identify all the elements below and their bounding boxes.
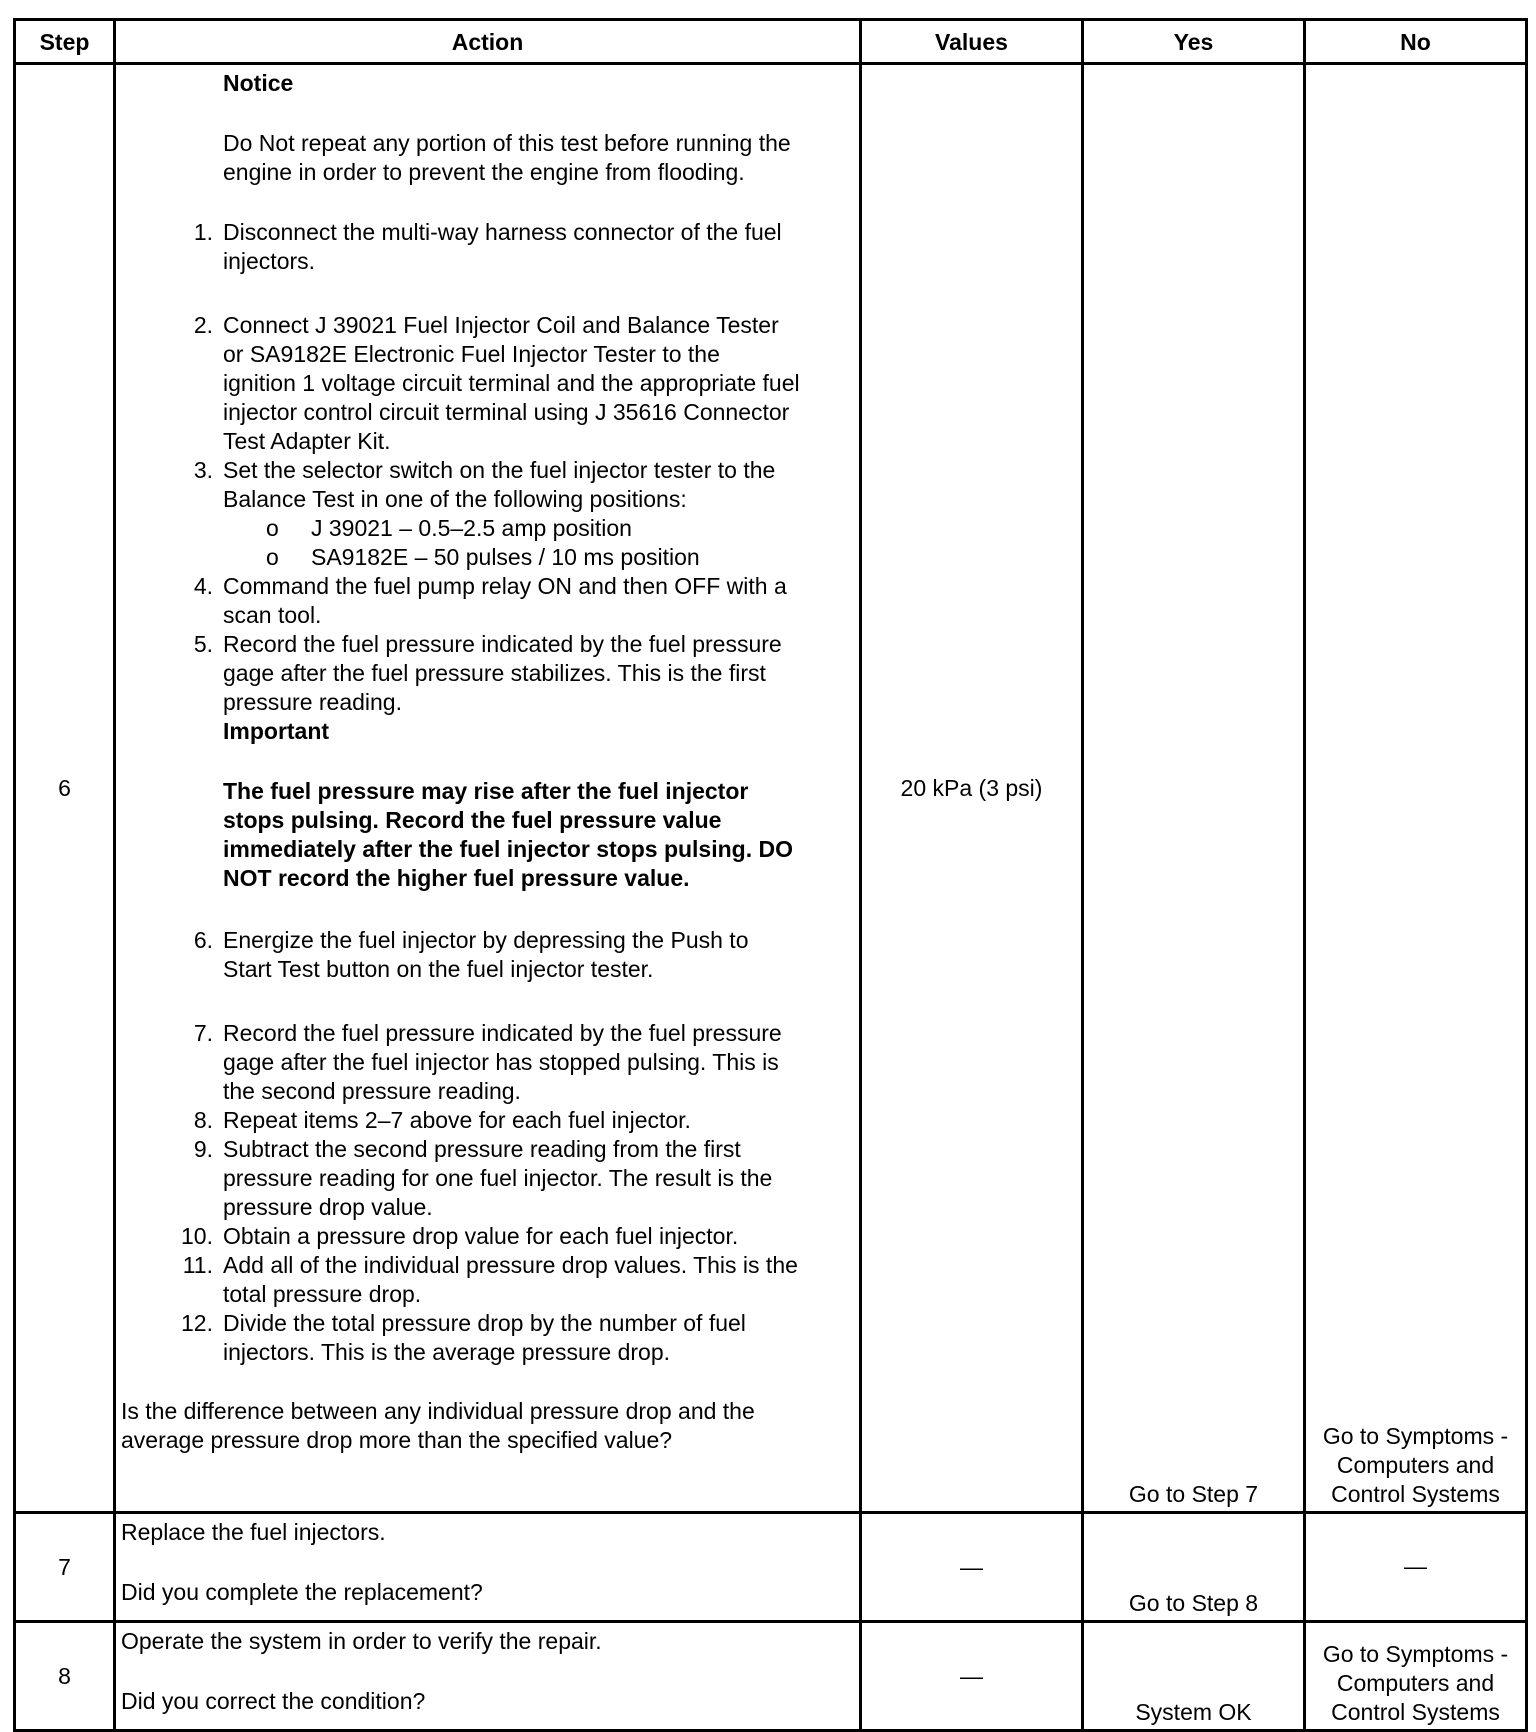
yes-cell: System OK [1083, 1622, 1305, 1731]
item-text: Record the fuel pressure indicated by the fuel pressure [223, 631, 782, 657]
item-text: Record the fuel pressure indicated by the fuel pressure [223, 1020, 782, 1046]
item-text: injector control circuit terminal using J 35616 Connector [223, 399, 790, 425]
diagnostic-table [13, 18, 1528, 1732]
no-cell: — [1305, 1513, 1527, 1622]
no-cell [1305, 1622, 1527, 1731]
table-row-step-7 [15, 1513, 1527, 1622]
list-item [121, 1135, 855, 1222]
action-question: Did you correct the condition? [121, 1688, 426, 1714]
item-number: 2. [193, 312, 213, 338]
important-text: stops pulsing. Record the fuel pressure value [223, 807, 722, 833]
no-line: Control Systems [1331, 1699, 1500, 1725]
item-text: pressure reading for one fuel injector. The result is the [223, 1165, 773, 1191]
list-item [121, 1019, 855, 1106]
list-item [121, 1309, 855, 1367]
bullet-icon: o [266, 515, 279, 541]
header-step: Step [15, 20, 115, 64]
question-line: average pressure drop more than the specified value? [121, 1427, 673, 1453]
notice-text-line: Do Not repeat any portion of this test before running the [223, 130, 791, 156]
item-number: 12. [181, 1310, 213, 1336]
no-line: Go to Symptoms - [1322, 1641, 1509, 1667]
sub-list [121, 514, 855, 572]
item-text: gage after the fuel pressure stabilizes. This is the first [223, 660, 766, 686]
action-text: Replace the fuel injectors. [121, 1519, 386, 1545]
header-row [15, 20, 1527, 64]
question [121, 1397, 855, 1455]
list-item [121, 311, 855, 456]
item-text: Obtain a pressure drop value for each fuel injector. [223, 1223, 739, 1249]
item-text: injectors. This is the average pressure drop. [223, 1339, 671, 1365]
header-yes: Yes [1083, 20, 1305, 64]
item-text: Add all of the individual pressure drop values. This is the [223, 1252, 798, 1278]
item-text: injectors. [223, 248, 316, 274]
sub-list-item [121, 543, 855, 572]
step-number: 8 [15, 1622, 115, 1731]
notice-block [121, 69, 855, 187]
question-line: Is the difference between any individual pressure drop and the [121, 1398, 755, 1424]
no-line: Computers and [1336, 1452, 1495, 1478]
yes-cell: Go to Step 8 [1083, 1513, 1305, 1622]
list-item [121, 1251, 855, 1309]
action-cell [115, 1622, 861, 1731]
table-row-step-6 [15, 64, 1527, 1513]
action-text: Operate the system in order to verify the repair. [121, 1628, 602, 1654]
action-cell [115, 1513, 861, 1622]
no-line: Go to Symptoms - [1322, 1423, 1509, 1449]
important-text: The fuel pressure may rise after the fuel injector [223, 778, 749, 804]
item-number: 5. [193, 631, 213, 657]
important-text: immediately after the fuel injector stops pulsing. DO [223, 836, 793, 862]
no-line: Computers and [1336, 1670, 1495, 1696]
header-action: Action [115, 20, 861, 64]
item-number: 8. [193, 1107, 213, 1133]
value-cell: — [861, 1513, 1083, 1622]
item-number: 7. [193, 1020, 213, 1046]
item-number: 4. [193, 573, 213, 599]
item-number: 11. [182, 1252, 213, 1278]
item-number: 10. [181, 1223, 213, 1249]
item-text: or SA9182E Electronic Fuel Injector Tester to the [223, 341, 720, 367]
item-text: ignition 1 voltage circuit terminal and the appropriate fuel [223, 370, 800, 396]
item-text: Disconnect the multi-way harness connector of the fuel [223, 219, 782, 245]
yes-cell: Go to Step 7 [1083, 64, 1305, 1513]
sub-item-text: SA9182E – 50 pulses / 10 ms position [311, 544, 700, 570]
notice-title: Notice [223, 70, 294, 96]
procedure-list [121, 218, 855, 1367]
sub-item-text: J 39021 – 0.5–2.5 amp position [311, 515, 632, 541]
list-item [121, 218, 855, 276]
sub-list-item [121, 514, 855, 543]
action-question: Did you complete the replacement? [121, 1579, 483, 1605]
list-item [121, 1222, 855, 1251]
item-text: Energize the fuel injector by depressing the Push to [223, 927, 749, 953]
list-item [121, 1106, 855, 1135]
header-no: No [1305, 20, 1527, 64]
item-text: Set the selector switch on the fuel injector tester to the [223, 457, 776, 483]
item-text: Repeat items 2–7 above for each fuel injector. [223, 1107, 691, 1133]
header-values: Values [861, 20, 1083, 64]
item-text: pressure reading. [223, 689, 402, 715]
item-text: Start Test button on the fuel injector tester. [223, 956, 654, 982]
list-item [121, 572, 855, 630]
action-cell [115, 64, 861, 1513]
important-title: Important [223, 718, 330, 744]
item-number: 9. [193, 1136, 213, 1162]
important-text: NOT record the higher fuel pressure value. [223, 865, 690, 891]
step-number: 7 [15, 1513, 115, 1622]
item-text: Balance Test in one of the following positions: [223, 486, 687, 512]
bullet-icon: o [266, 544, 279, 570]
list-item [121, 456, 855, 572]
value-cell: — [861, 1622, 1083, 1731]
item-text: Divide the total pressure drop by the number of fuel [223, 1310, 746, 1336]
item-text: Test Adapter Kit. [223, 428, 391, 454]
item-text: Command the fuel pump relay ON and then OFF with a [223, 573, 787, 599]
item-text: gage after the fuel injector has stopped pulsing. This is [223, 1049, 779, 1075]
item-text: the second pressure reading. [223, 1078, 521, 1104]
item-number: 3. [193, 457, 213, 483]
list-item [121, 926, 855, 984]
item-number: 6. [193, 927, 213, 953]
value-cell: 20 kPa (3 psi) [861, 64, 1083, 1513]
table-row-step-8 [15, 1622, 1527, 1731]
notice-text-line: engine in order to prevent the engine from flooding. [223, 159, 745, 185]
item-text: scan tool. [223, 602, 322, 628]
list-item [121, 630, 855, 893]
item-text: Connect J 39021 Fuel Injector Coil and Balance Tester [223, 312, 779, 338]
step-number: 6 [15, 64, 115, 1513]
no-line: Control Systems [1331, 1481, 1500, 1507]
item-text: total pressure drop. [223, 1281, 422, 1307]
item-text: Subtract the second pressure reading from the first [223, 1136, 741, 1162]
no-cell [1305, 64, 1527, 1513]
item-number: 1. [193, 219, 213, 245]
item-text: pressure drop value. [223, 1194, 433, 1220]
